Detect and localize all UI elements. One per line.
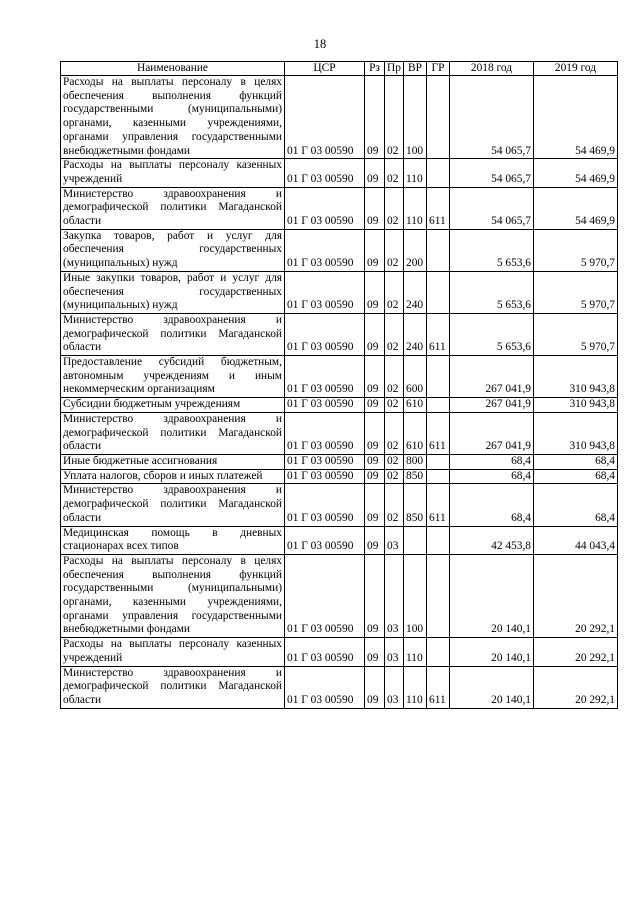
cell-2018: 267 041,9 (450, 398, 534, 413)
cell-pr: 02 (385, 469, 404, 484)
cell-vr: 240 (404, 313, 427, 355)
cell-vr: 240 (404, 271, 427, 313)
cell-csr: 01 Г 03 00590 (285, 554, 365, 637)
cell-2019: 68,4 (534, 454, 618, 469)
table-header-row (61, 62, 618, 76)
cell-name: Иные бюджетные ассигнования (61, 454, 285, 469)
cell-csr: 01 Г 03 00590 (285, 454, 365, 469)
cell-vr: 110 (404, 159, 427, 187)
header-rz: Рз (365, 62, 385, 76)
cell-csr: 01 Г 03 00590 (285, 484, 365, 526)
header-csr: ЦСР (285, 62, 365, 76)
cell-rz: 09 (365, 412, 385, 454)
cell-pr: 03 (385, 638, 404, 666)
table-row (61, 356, 618, 398)
cell-2018: 20 140,1 (450, 638, 534, 666)
cell-2018: 68,4 (450, 469, 534, 484)
cell-2018: 54 065,7 (450, 187, 534, 229)
cell-gr (427, 76, 450, 159)
cell-vr: 200 (404, 229, 427, 271)
table-row (61, 313, 618, 355)
cell-name: Министерство здравоохранения и демографической политики Магаданской области (61, 412, 285, 454)
table-row (61, 398, 618, 413)
cell-gr: 611 (427, 412, 450, 454)
table-row (61, 554, 618, 637)
budget-table (60, 61, 618, 709)
cell-name: Министерство здравоохранения и демографической политики Магаданской области (61, 187, 285, 229)
cell-name: Расходы на выплаты персоналу казенных учреждений (61, 159, 285, 187)
cell-2018: 20 140,1 (450, 666, 534, 708)
cell-2019: 20 292,1 (534, 666, 618, 708)
cell-vr (404, 526, 427, 554)
cell-pr: 03 (385, 526, 404, 554)
cell-name: Медицинская помощь в дневных стационарах всех типов (61, 526, 285, 554)
cell-name: Субсидии бюджетным учреждениям (61, 398, 285, 413)
cell-rz: 09 (365, 356, 385, 398)
cell-gr (427, 229, 450, 271)
cell-rz: 09 (365, 159, 385, 187)
table-row (61, 229, 618, 271)
cell-csr: 01 Г 03 00590 (285, 356, 365, 398)
cell-rz: 09 (365, 666, 385, 708)
table-row (61, 526, 618, 554)
cell-csr: 01 Г 03 00590 (285, 229, 365, 271)
cell-vr: 850 (404, 469, 427, 484)
cell-gr: 611 (427, 666, 450, 708)
table-row (61, 159, 618, 187)
cell-2019: 54 469,9 (534, 159, 618, 187)
cell-vr: 110 (404, 666, 427, 708)
cell-2019: 310 943,8 (534, 356, 618, 398)
header-vr: ВР (404, 62, 427, 76)
cell-rz: 09 (365, 638, 385, 666)
cell-2019: 44 043,4 (534, 526, 618, 554)
cell-name: Иные закупки товаров, работ и услуг для обеспечения государственных (муниципальных) нужд (61, 271, 285, 313)
cell-rz: 09 (365, 484, 385, 526)
header-name: Наименование (61, 62, 285, 76)
cell-2019: 68,4 (534, 469, 618, 484)
cell-pr: 02 (385, 229, 404, 271)
cell-2018: 5 653,6 (450, 313, 534, 355)
table-row (61, 76, 618, 159)
cell-vr: 110 (404, 638, 427, 666)
cell-2019: 310 943,8 (534, 398, 618, 413)
cell-gr: 611 (427, 187, 450, 229)
cell-2019: 20 292,1 (534, 554, 618, 637)
cell-rz: 09 (365, 313, 385, 355)
cell-csr: 01 Г 03 00590 (285, 76, 365, 159)
cell-name: Министерство здравоохранения и демографической политики Магаданской области (61, 666, 285, 708)
cell-2018: 5 653,6 (450, 271, 534, 313)
cell-2018: 20 140,1 (450, 554, 534, 637)
cell-rz: 09 (365, 398, 385, 413)
table-row (61, 666, 618, 708)
table-row (61, 469, 618, 484)
cell-rz: 09 (365, 454, 385, 469)
cell-pr: 03 (385, 554, 404, 637)
cell-rz: 09 (365, 271, 385, 313)
cell-vr: 800 (404, 454, 427, 469)
cell-pr: 03 (385, 666, 404, 708)
cell-name: Предоставление субсидий бюджетным, автономным учреждениям и иным некоммерческим организациям (61, 356, 285, 398)
cell-csr: 01 Г 03 00590 (285, 187, 365, 229)
cell-pr: 02 (385, 313, 404, 355)
cell-2018: 267 041,9 (450, 356, 534, 398)
cell-gr (427, 398, 450, 413)
cell-2019: 20 292,1 (534, 638, 618, 666)
cell-name: Расходы на выплаты персоналу казенных учреждений (61, 638, 285, 666)
cell-vr: 600 (404, 356, 427, 398)
cell-csr: 01 Г 03 00590 (285, 398, 365, 413)
cell-vr: 610 (404, 412, 427, 454)
cell-2018: 54 065,7 (450, 159, 534, 187)
cell-2019: 310 943,8 (534, 412, 618, 454)
cell-gr: 611 (427, 313, 450, 355)
cell-gr (427, 469, 450, 484)
cell-2019: 68,4 (534, 484, 618, 526)
cell-name: Закупка товаров, работ и услуг для обеспечения государственных (муниципальных) нужд (61, 229, 285, 271)
cell-pr: 02 (385, 484, 404, 526)
cell-pr: 02 (385, 76, 404, 159)
cell-2019: 5 970,7 (534, 271, 618, 313)
cell-pr: 02 (385, 412, 404, 454)
cell-gr (427, 526, 450, 554)
cell-vr: 100 (404, 554, 427, 637)
header-gr: ГР (427, 62, 450, 76)
cell-2018: 54 065,7 (450, 76, 534, 159)
cell-pr: 02 (385, 398, 404, 413)
cell-csr: 01 Г 03 00590 (285, 469, 365, 484)
header-pr: Пр (385, 62, 404, 76)
cell-2018: 267 041,9 (450, 412, 534, 454)
header-2018: 2018 год (450, 62, 534, 76)
table-body (61, 76, 618, 709)
cell-gr (427, 159, 450, 187)
cell-rz: 09 (365, 554, 385, 637)
cell-csr: 01 Г 03 00590 (285, 666, 365, 708)
cell-pr: 02 (385, 356, 404, 398)
cell-vr: 100 (404, 76, 427, 159)
cell-csr: 01 Г 03 00590 (285, 412, 365, 454)
cell-2018: 5 653,6 (450, 229, 534, 271)
cell-pr: 02 (385, 159, 404, 187)
cell-2018: 68,4 (450, 454, 534, 469)
cell-name: Расходы на выплаты персоналу в целях обеспечения выполнения функций государственными (муниципальными) органами, казенными учреждениями, органами управления государственными внебюджетными фондами (61, 554, 285, 637)
cell-rz: 09 (365, 469, 385, 484)
cell-csr: 01 Г 03 00590 (285, 313, 365, 355)
cell-2019: 5 970,7 (534, 313, 618, 355)
header-2019: 2019 год (534, 62, 618, 76)
cell-pr: 02 (385, 454, 404, 469)
cell-csr: 01 Г 03 00590 (285, 271, 365, 313)
cell-name: Министерство здравоохранения и демографической политики Магаданской области (61, 313, 285, 355)
cell-csr: 01 Г 03 00590 (285, 638, 365, 666)
cell-vr: 110 (404, 187, 427, 229)
table-row (61, 271, 618, 313)
cell-rz: 09 (365, 229, 385, 271)
table-row (61, 484, 618, 526)
cell-gr (427, 356, 450, 398)
cell-vr: 850 (404, 484, 427, 526)
cell-2019: 54 469,9 (534, 76, 618, 159)
page-number: 18 (313, 37, 327, 51)
cell-vr: 610 (404, 398, 427, 413)
cell-name: Уплата налогов, сборов и иных платежей (61, 469, 285, 484)
table-row (61, 412, 618, 454)
table-row (61, 454, 618, 469)
cell-csr: 01 Г 03 00590 (285, 159, 365, 187)
cell-gr (427, 554, 450, 637)
cell-gr: 611 (427, 484, 450, 526)
cell-pr: 02 (385, 271, 404, 313)
cell-2018: 68,4 (450, 484, 534, 526)
cell-name: Министерство здравоохранения и демографической политики Магаданской области (61, 484, 285, 526)
cell-2019: 5 970,7 (534, 229, 618, 271)
cell-2019: 54 469,9 (534, 187, 618, 229)
cell-2018: 42 453,8 (450, 526, 534, 554)
cell-rz: 09 (365, 526, 385, 554)
cell-rz: 09 (365, 76, 385, 159)
cell-pr: 02 (385, 187, 404, 229)
cell-gr (427, 638, 450, 666)
table-row (61, 638, 618, 666)
cell-gr (427, 271, 450, 313)
cell-name: Расходы на выплаты персоналу в целях обеспечения выполнения функций государственными (муниципальными) органами, казенными учреждениями, органами управления государственными внебюджетными фондами (61, 76, 285, 159)
table-row (61, 187, 618, 229)
cell-gr (427, 454, 450, 469)
cell-csr: 01 Г 03 00590 (285, 526, 365, 554)
cell-rz: 09 (365, 187, 385, 229)
